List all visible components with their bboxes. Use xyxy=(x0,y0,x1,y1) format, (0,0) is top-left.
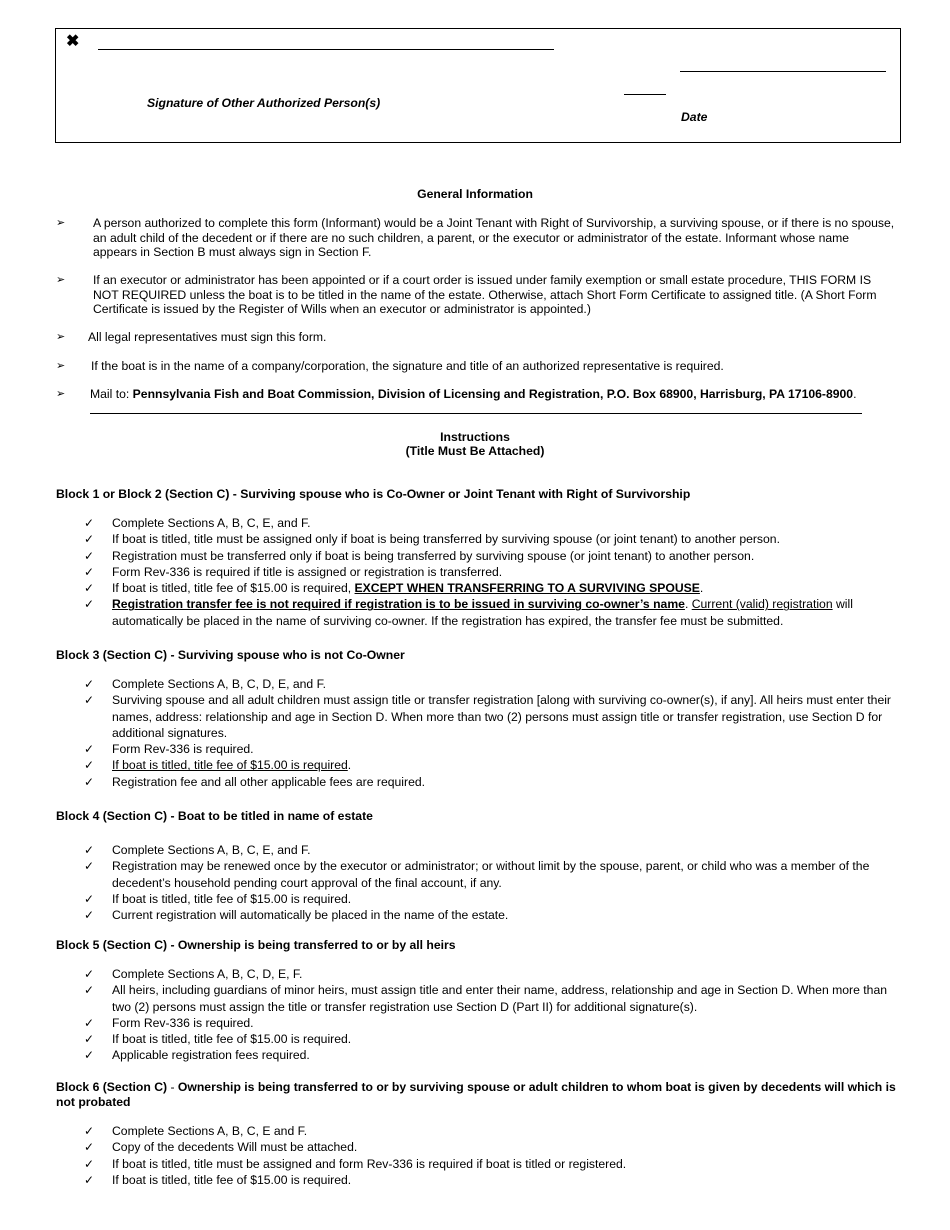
list-item: ✓ If boat is titled, title must be assigned and form Rev-336 is required if boat is titled or registered. xyxy=(84,1156,627,1171)
block5-heading: Block 5 (Section C) - Ownership is being transferred to or by all heirs xyxy=(56,938,456,952)
block6-list xyxy=(84,1123,904,1188)
list-item: ✓ If boat is titled, title fee of $15.00 is required. xyxy=(84,1032,352,1047)
checkmark-icon: ✓ xyxy=(84,774,95,789)
list-item: ✓ All heirs, including guardians of minor heirs, must assign title and enter their name, address, relationship and age in Section D. When more than two (2) persons must assign the title or transfer registration use Section D (Part II) for additional signature(s). xyxy=(84,983,887,1014)
list-item: ✓ Complete Sections A, B, C, E, and F. xyxy=(84,516,311,530)
short-line xyxy=(624,94,666,95)
arrowhead-icon: ➢ xyxy=(56,360,66,372)
arrowhead-icon: ➢ xyxy=(56,331,66,343)
arrowhead-icon: ➢ xyxy=(56,274,66,286)
divider xyxy=(90,413,862,414)
checkmark-icon: ✓ xyxy=(84,859,95,874)
checkmark-icon: ✓ xyxy=(84,1172,95,1187)
signature-line[interactable] xyxy=(98,49,554,50)
mail-address: Pennsylvania Fish and Boat Commission, Division of Licensing and Registration, P.O. Box 68900, Harrisburg, PA 17106-8900 xyxy=(132,387,854,401)
list-item: ✓ Copy of the decedents Will must be attached. xyxy=(84,1140,358,1155)
checkmark-icon: ✓ xyxy=(84,1124,95,1138)
checkmark-icon: ✓ xyxy=(84,516,95,530)
list-item: ✓ Applicable registration fees required. xyxy=(84,1048,310,1063)
list-item: ✓ Registration transfer fee is not required if registration is to be issued in surviving co-owner’s name. Current (valid) registration will automatically be placed in the name of surviving co-owner. If the registration has expired, the transfer fee must be submitted. xyxy=(84,597,853,628)
list-item: ✓ Registration fee and all other applicable fees are required. xyxy=(84,774,426,789)
mail-to-text: Mail to: Pennsylvania Fish and Boat Commission, Division of Licensing and Registration, P.O. Box 68900, Harrisburg, PA 17106-8900. xyxy=(90,387,857,401)
info-item-text: A person authorized to complete this form (Informant) would be a Joint Tenant with Right of Survivorship, a surviving spouse, or if there is no spouse, an adult child of the decedent or if there are no such children, a parent, or the executor or administrator of the estate. Informant whose name appears in Section B must always sign in Section F. xyxy=(93,216,895,259)
signature-box xyxy=(55,28,901,143)
checkmark-icon: ✓ xyxy=(84,532,95,547)
checkmark-icon: ✓ xyxy=(84,564,95,579)
info-item-text: All legal representatives must sign this form. xyxy=(88,330,327,344)
checkmark-icon: ✓ xyxy=(84,891,95,906)
arrowhead-icon: ➢ xyxy=(56,388,66,400)
checkmark-icon: ✓ xyxy=(84,1140,95,1155)
list-item: ✓ If boat is titled, title must be assigned only if boat is being transferred by surviving spouse (or joint tenant) to another person. xyxy=(84,532,780,547)
info-item-text: If an executor or administrator has been appointed or if a court order is issued under family exemption or small estate procedure, THIS FORM IS NOT REQUIRED unless the boat is to be titled in the name of the estate. Otherwise, attach Short Form Certificate to assigned title. (A Short Form Certificate is issued by the Register of Wills when an executor or administrator is appointed.) xyxy=(93,273,877,316)
checkmark-icon: ✓ xyxy=(84,908,95,923)
list-item: ✓ If boat is titled, title fee of $15.00 is required. xyxy=(84,758,352,773)
checkmark-icon: ✓ xyxy=(84,1015,95,1030)
block1-list xyxy=(84,515,904,629)
arrowhead-icon: ➢ xyxy=(56,217,66,229)
checkmark-icon: ✓ xyxy=(84,1156,95,1171)
x-mark-icon: ✖ xyxy=(66,33,80,50)
list-item: ✓ Surviving spouse and all adult children must assign title or transfer registration [along with surviving co-owner(s), if any]. All heirs must enter their names, address: relationship and age in Section D. When more than two (2) persons must assign title or transfer registration, use Section D for additional signatures. xyxy=(84,693,891,740)
checkmark-icon: ✓ xyxy=(84,1032,95,1047)
instructions-title: Instructions xyxy=(440,430,510,444)
block3-list xyxy=(84,676,904,790)
list-item: ✓ Registration must be transferred only if boat is being transferred by surviving spouse (or joint tenant) to another person. xyxy=(84,548,755,563)
checkmark-icon: ✓ xyxy=(84,677,95,691)
list-item: ✓ If boat is titled, title fee of $15.00 is required. xyxy=(84,891,352,906)
block5-list xyxy=(84,966,904,1064)
info-item-text: If the boat is in the name of a company/corporation, the signature and title of an authorized representative is required. xyxy=(91,359,724,373)
date-label: Date xyxy=(681,110,708,124)
list-item: ✓ Form Rev-336 is required. xyxy=(84,742,254,757)
instructions-subtitle: (Title Must Be Attached) xyxy=(405,444,545,458)
list-item: ✓ Form Rev-336 is required if title is assigned or registration is transferred. xyxy=(84,564,503,579)
block4-list xyxy=(84,842,904,923)
list-item: ✓ Complete Sections A, B, C, E, and F. xyxy=(84,843,311,857)
signature-label: Signature of Other Authorized Person(s) xyxy=(147,96,381,110)
list-item: ✓ Complete Sections A, B, C, E and F. xyxy=(84,1124,308,1138)
list-item: ✓ Registration may be renewed once by the executor or administrator; or without limit by the spouse, parent, or child who was a member of the decedent’s household pending court approval of the final account, if any. xyxy=(84,859,870,890)
checkmark-icon: ✓ xyxy=(84,597,95,612)
checkmark-icon: ✓ xyxy=(84,742,95,757)
list-item: ✓ If boat is titled, title fee of $15.00 is required. xyxy=(84,1172,352,1187)
checkmark-icon: ✓ xyxy=(84,758,95,773)
checkmark-icon: ✓ xyxy=(84,548,95,563)
list-item: ✓ If boat is titled, title fee of $15.00 is required, EXCEPT WHEN TRANSFERRING TO A SURVIVING SPOUSE. xyxy=(84,581,704,596)
block6-heading: Block 6 (Section C) - Ownership is being transferred to or by surviving spouse or adult children to whom boat is given by decedents will which is not probated xyxy=(56,1080,896,1109)
list-item: ✓ Complete Sections A, B, C, D, E, and F. xyxy=(84,677,327,691)
checkmark-icon: ✓ xyxy=(84,693,95,708)
checkmark-icon: ✓ xyxy=(84,1048,95,1063)
list-item: ✓ Complete Sections A, B, C, D, E, F. xyxy=(84,967,303,981)
list-item: ✓ Form Rev-336 is required. xyxy=(84,1015,254,1030)
block3-heading: Block 3 (Section C) - Surviving spouse who is not Co-Owner xyxy=(56,648,405,662)
checkmark-icon: ✓ xyxy=(84,967,95,981)
block1-heading: Block 1 or Block 2 (Section C) - Surviving spouse who is Co-Owner or Joint Tenant with Right of Survivorship xyxy=(56,487,691,501)
block4-heading: Block 4 (Section C) - Boat to be titled in name of estate xyxy=(56,809,373,823)
checkmark-icon: ✓ xyxy=(84,843,95,857)
checkmark-icon: ✓ xyxy=(84,983,95,998)
list-item: ✓ Current registration will automatically be placed in the name of the estate. xyxy=(84,908,509,923)
general-info-title: General Information xyxy=(417,187,533,201)
checkmark-icon: ✓ xyxy=(84,581,95,596)
date-line[interactable] xyxy=(680,71,886,72)
